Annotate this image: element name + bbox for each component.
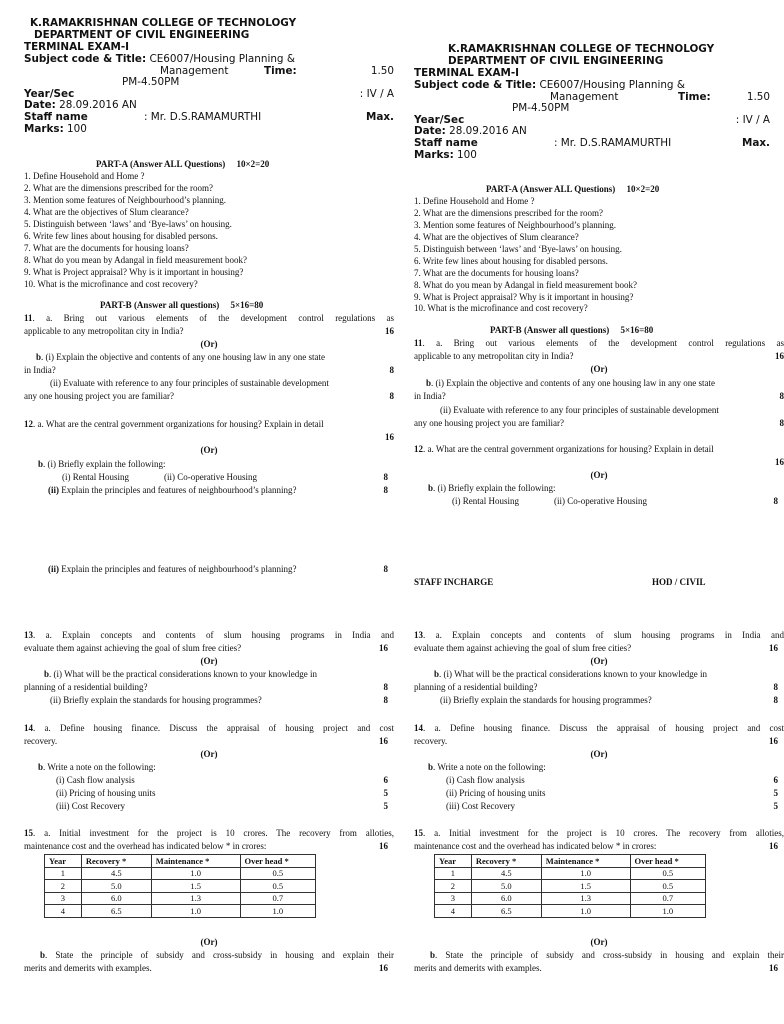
table-row [435, 880, 706, 893]
table-cell: 2 [45, 880, 82, 893]
table-cell: 0.5 [240, 880, 315, 893]
q12b-line3: (ii) Explain the principles and features of neighbourhood’s planning? 8 [48, 485, 388, 495]
table-row [435, 905, 706, 918]
part-a-q2: 2. What are the dimensions prescribed for the room? [24, 183, 214, 193]
part-a-q1: 1. Define Household and Home ? [24, 171, 145, 181]
staff-line: Staff name : Mr. D.S.RAMAMURTHI Max. [24, 111, 394, 123]
table-cell: 0.5 [630, 867, 705, 880]
q15b-line2: merits and demerits with examples. 16 [24, 963, 388, 973]
subject-line: Subject code & Title: CE6007/Housing Planning & [414, 79, 685, 91]
q11a-line1: 11. a. Bring out various elements of the development control regulations as [24, 313, 394, 323]
part-a-title: PART-A (Answer ALL Questions) 10×2=20 [96, 159, 270, 169]
college-name: K.RAMAKRISHNAN COLLEGE OF TECHNOLOGY [30, 17, 297, 29]
q12b-line3-repeat: (ii) Explain the principles and features of neighbourhood’s planning? 8 [48, 564, 388, 574]
table-row [435, 867, 706, 880]
or-divider: (Or) [590, 749, 608, 759]
table-row [45, 892, 316, 905]
table-cell: 1.0 [541, 905, 630, 918]
q14a-line1: 14. a. Define housing finance. Discuss the appraisal of housing project and cost [414, 723, 784, 733]
staff-line: Staff name : Mr. D.S.RAMAMURTHI Max. [414, 137, 770, 149]
college-name: K.RAMAKRISHNAN COLLEGE OF TECHNOLOGY [448, 43, 715, 55]
part-a-q3: 3. Mention some features of Neighbourhood’s planning. [24, 195, 226, 205]
table-header: Recovery * [471, 855, 541, 868]
part-b-title: PART-B (Answer all questions) 5×16=80 [490, 325, 654, 335]
table-cell: 6.0 [471, 892, 541, 905]
or-divider: (Or) [200, 339, 218, 349]
table-cell: 0.7 [630, 892, 705, 905]
footer-staff-incharge: STAFF INCHARGE [414, 577, 494, 587]
part-a-q5: 5. Distinguish between ‘laws’ and ‘Bye-laws’ on housing. [414, 244, 622, 254]
part-a-q1: 1. Define Household and Home ? [414, 196, 535, 206]
cost-table [44, 854, 316, 918]
table-cell: 6.5 [81, 905, 151, 918]
table-header: Over head * [240, 855, 315, 868]
q11b-line2: in India? 8 [414, 391, 784, 401]
or-divider: (Or) [590, 364, 608, 374]
or-divider: (Or) [200, 445, 218, 455]
table-cell: 1.5 [151, 880, 240, 893]
table-cell: 1.0 [240, 905, 315, 918]
part-a-q8: 8. What do you mean by Adangal in field measurement book? [414, 280, 638, 290]
q14b-item3: (iii) Cost Recovery 5 [56, 801, 388, 811]
table-cell: 6.5 [471, 905, 541, 918]
part-a-title: PART-A (Answer ALL Questions) 10×2=20 [486, 184, 660, 194]
table-header-row [435, 855, 706, 868]
exam-paper-right: K.RAMAKRISHNAN COLLEGE OF TECHNOLOGY DEPARTMENT OF CIVIL ENGINEERING TERMINAL EXAM-I Subject code & Title: CE6007/Housing Planning & Management Time: 1.50 PM-4.50PM Year/Sec : IV / A Date: 28.09.2016 AN Staff name : Mr. D.S.RAMAMURTHI Max. Marks: 100 PART-A (Answer ALL Questions) 10×2=20 1. Define Household and Home ? 2. What are the dimensions prescribed for the room? 3. Mention some features of Neighbourhood’s planning. 4. What are the objectives of Slum clearance? 5. Distinguish between ‘laws’ and ‘Bye-laws’ on housing. 6. Write few lines about housing for disabled persons. 7. What are the documents for housing loans? 8. What do you mean by Adangal in field measurement book? 9. What is Project appraisal? Why is it important in housing? 10. What is the microfinance and cost recovery? PART-B (Answer all questions) 5×16=80 11. a. Bring out various elements of the development control regulations as applicable to any metropolitan city in India? 16 (Or) b. (i) Explain the objective and contents of any one housing law in any one state in India? 8 (ii) Evaluate with reference to any four principles of sustainable development any one housing project you are familiar? 8 12. a. What are the central government organizations for housing? Explain in detail 16 (Or) b. (i) Briefly explain the following: (i) Rental Housing (ii) Co-operative Housing 8 STAFF INCHARGE HOD / CIVIL 13. a. Explain concepts and contents of slum housing programs in India and evaluate them against achieving the goal of slum free cities? 16 (Or) b. (i) What will be the practical considerations known to your knowledge in planning of a residential building? 8 (ii) Briefly explain the standards for housing programmes? 8 14. a. Define housing finance. Discuss the appraisal of housing project and cost recovery. 16 (Or) b. Write a note on the following: (i) Cash flow analysis 6 (ii) Pricing of housing units 5 (iii) Cost Recovery 5 15. a. Initial investment for the project is 10 crores. The recovery from alloties, maintenance cost and the overhead has indicated below * in crores: 16 Year Recovery * Maintenance * Over head * 1 4.5 1.0 0.5 2 5.0 1.5 0.5 3 6.0 1.3 0.7 4 6.5 1.0 1.0 (Or) b. State the principle of subsidy and cross-subsidy in housing and explain their merits and demerits with examples. 16 [414, 43, 784, 973]
q14b-item1: (i) Cash flow analysis 6 [56, 775, 388, 785]
table-row [45, 905, 316, 918]
q13b-line1: b. (i) What will be the practical considerations known to your knowledge in [434, 669, 708, 679]
subject-cont: Management Time: 1.50 [550, 91, 770, 103]
part-a-q3: 3. Mention some features of Neighbourhood’s planning. [414, 220, 616, 230]
marks-line: Marks: 100 [24, 123, 87, 135]
q14b-item2: (ii) Pricing of housing units 5 [446, 788, 778, 798]
q12a-line1: 12. a. What are the central government organizations for housing? Explain in detail [24, 419, 324, 429]
q12b-line1: b. (i) Briefly explain the following: [38, 459, 166, 469]
q13a-line1: 13. a. Explain concepts and contents of slum housing programs in India and [414, 630, 784, 640]
part-a-q4: 4. What are the objectives of Slum clearance? [414, 232, 579, 242]
q13b-line2: planning of a residential building? 8 [24, 682, 388, 692]
q13a-line2: evaluate them against achieving the goal of slum free cities? 16 [24, 643, 388, 653]
part-a-q5: 5. Distinguish between ‘laws’ and ‘Bye-laws’ on housing. [24, 219, 232, 229]
exam-paper-left: K.RAMAKRISHNAN COLLEGE OF TECHNOLOGY DEPARTMENT OF CIVIL ENGINEERING TERMINAL EXAM-I Subject code & Title: CE6007/Housing Planning & Management Time: 1.50 PM-4.50PM Year/Sec : IV / A Date: 28.09.2016 AN Staff name : Mr. D.S.RAMAMURTHI Max. Marks: 100 PART-A (Answer ALL Questions) 10×2=20 1. Define Household and Home ? 2. What are the dimensions prescribed for the room? 3. Mention some features of Neighbourhood’s planning. 4. What are the objectives of Slum clearance? 5. Distinguish between ‘laws’ and ‘Bye-laws’ on housing. 6. Write few lines about housing for disabled persons. 7. What are the documents for housing loans? 8. What do you mean by Adangal in field measurement book? 9. What is Project appraisal? Why is it important in housing? 10. What is the microfinance and cost recovery? PART-B (Answer all questions) 5×16=80 11. a. Bring out various elements of the development control regulations as applicable to any metropolitan city in India? 16 (Or) b. (i) Explain the objective and contents of any one housing law in any one state in India? 8 (ii) Evaluate with reference to any four principles of sustainable development any one housing project you are familiar? 8 12. a. What are the central government organizations for housing? Explain in detail 16 (Or) b. (i) Briefly explain the following: (i) Rental Housing (ii) Co-operative Housing 8 (ii) Explain the principles and features of neighbourhood’s planning? 8 (ii) Explain the principles and features of neighbourhood’s planning? 8 13. a. Explain concepts and contents of slum housing programs in India and evaluate them against achieving the goal of slum free cities? 16 (Or) b. (i) What will be the practical considerations known to your knowledge in planning of a residential building? 8 (ii) Briefly explain the standards for housing programmes? 8 14. a. Define housing finance. Discuss the appraisal of housing project and cost recovery. 16 (Or) b. Write a note on the following: (i) Cash flow analysis 6 (ii) Pricing of housing units 5 (iii) Cost Recovery 5 15. a. Initial investment for the project is 10 crores. The recovery from alloties, maintenance cost and the overhead has indicated below * in crores: 16 Year Recovery * Maintenance * Over head * 1 4.5 1.0 0.5 2 5.0 1.5 0.5 3 6.0 1.3 0.7 4 6.5 1.0 1.0 (Or) b. State the principle of subsidy and cross-subsidy in housing and explain their merits and demerits with examples. 16 [24, 17, 394, 973]
table-cell: 1.0 [151, 905, 240, 918]
q11b-line3: (ii) Evaluate with reference to any four principles of sustainable development [440, 405, 719, 415]
q12b-line1: b. (i) Briefly explain the following: [428, 483, 556, 493]
table-row [435, 892, 706, 905]
table-cell: 1 [435, 867, 472, 880]
date-line: Date: 28.09.2016 AN [24, 99, 137, 111]
part-a-q8: 8. What do you mean by Adangal in field measurement book? [24, 255, 248, 265]
time-cont: PM-4.50PM [512, 102, 570, 114]
table-header: Year [435, 855, 472, 868]
q15b-line1: b. State the principle of subsidy and cross-subsidy in housing and explain their [430, 950, 784, 960]
exam-title: TERMINAL EXAM-I [414, 67, 520, 79]
table-cell: 0.5 [630, 880, 705, 893]
q13b-line2: planning of a residential building? 8 [414, 682, 778, 692]
table-cell: 1.0 [630, 905, 705, 918]
q13b-line3: (ii) Briefly explain the standards for housing programmes? 8 [50, 695, 388, 705]
table-header: Year [45, 855, 82, 868]
table-header: Recovery * [81, 855, 151, 868]
q14b-item1: (i) Cash flow analysis 6 [446, 775, 778, 785]
q11b-line2: in India? 8 [24, 365, 394, 375]
table-header: Over head * [630, 855, 705, 868]
table-cell: 6.0 [81, 892, 151, 905]
table-row [45, 867, 316, 880]
or-divider: (Or) [590, 937, 608, 947]
part-a-q7: 7. What are the documents for housing loans? [414, 268, 579, 278]
table-cell: 1 [45, 867, 82, 880]
table-header: Maintenance * [541, 855, 630, 868]
table-cell: 4 [435, 905, 472, 918]
table-cell: 3 [435, 892, 472, 905]
part-a-q9: 9. What is Project appraisal? Why is it important in housing? [414, 292, 634, 302]
part-a-q7: 7. What are the documents for housing loans? [24, 243, 189, 253]
q14b-item3: (iii) Cost Recovery 5 [446, 801, 778, 811]
q11b-line1: b. (i) Explain the objective and contents of any one housing law in any one state [426, 378, 715, 388]
q12a-line1: 12. a. What are the central government organizations for housing? Explain in detail [414, 444, 714, 454]
or-divider: (Or) [590, 470, 608, 480]
part-a-q6: 6. Write few lines about housing for disabled persons. [24, 231, 218, 241]
year-line: Year/Sec : IV / A [24, 88, 394, 100]
table-cell: 1.0 [151, 867, 240, 880]
table-cell: 0.5 [240, 867, 315, 880]
table-header-row [45, 855, 316, 868]
part-a-q10: 10. What is the microfinance and cost recovery? [414, 303, 588, 313]
part-a-q4: 4. What are the objectives of Slum clearance? [24, 207, 189, 217]
q14b-item2: (ii) Pricing of housing units 5 [56, 788, 388, 798]
q11b-line4: any one housing project you are familiar? 8 [414, 418, 784, 428]
q15b-line1: b. State the principle of subsidy and cross-subsidy in housing and explain their [40, 950, 394, 960]
q13b-line3: (ii) Briefly explain the standards for housing programmes? 8 [440, 695, 778, 705]
q13a-line1: 13. a. Explain concepts and contents of slum housing programs in India and [24, 630, 394, 640]
q15a-line1: 15. a. Initial investment for the project is 10 crores. The recovery from alloties, [414, 828, 784, 838]
q11a-line1: 11. a. Bring out various elements of the development control regulations as [414, 338, 784, 348]
footer-hod: HOD / CIVIL [652, 577, 706, 587]
q14a-line1: 14. a. Define housing finance. Discuss the appraisal of housing project and cost [24, 723, 394, 733]
subject-line: Subject code & Title: CE6007/Housing Planning & [24, 53, 295, 65]
table-cell: 1.3 [541, 892, 630, 905]
q13a-line2: evaluate them against achieving the goal of slum free cities? 16 [414, 643, 778, 653]
table-cell: 4 [45, 905, 82, 918]
department-name: DEPARTMENT OF CIVIL ENGINEERING [448, 55, 664, 67]
table-cell: 4.5 [81, 867, 151, 880]
table-cell: 0.7 [240, 892, 315, 905]
q14a-line2: recovery. 16 [24, 736, 388, 746]
q14b-line1: b. Write a note on the following: [38, 762, 156, 772]
exam-title: TERMINAL EXAM-I [24, 41, 130, 53]
year-line: Year/Sec : IV / A [414, 114, 770, 126]
table-cell: 2 [435, 880, 472, 893]
q11b-line1: b. (i) Explain the objective and contents of any one housing law in any one state [36, 352, 325, 362]
q15a-line1: 15. a. Initial investment for the project is 10 crores. The recovery from alloties, [24, 828, 394, 838]
table-cell: 1.5 [541, 880, 630, 893]
time-cont: PM-4.50PM [122, 76, 180, 88]
marks-line: Marks: 100 [414, 149, 477, 161]
q14b-line1: b. Write a note on the following: [428, 762, 546, 772]
q11b-line4: any one housing project you are familiar? 8 [24, 391, 394, 401]
or-divider: (Or) [200, 937, 218, 947]
part-b-title: PART-B (Answer all questions) 5×16=80 [100, 300, 264, 310]
table-cell: 4.5 [471, 867, 541, 880]
part-a-q6: 6. Write few lines about housing for disabled persons. [414, 256, 608, 266]
table-cell: 3 [45, 892, 82, 905]
cost-table [434, 854, 706, 918]
part-a-q2: 2. What are the dimensions prescribed for the room? [414, 208, 604, 218]
q15b-line2: merits and demerits with examples. 16 [414, 963, 778, 973]
table-row [45, 880, 316, 893]
date-line: Date: 28.09.2016 AN [414, 125, 527, 137]
q11b-line3: (ii) Evaluate with reference to any four principles of sustainable development [50, 378, 329, 388]
table-cell: 1.0 [541, 867, 630, 880]
q11a-line2: applicable to any metropolitan city in India? 16 [24, 326, 394, 336]
q15a-line2: maintenance cost and the overhead has indicated below * in crores: 16 [24, 841, 388, 851]
table-cell: 1.3 [151, 892, 240, 905]
table-cell: 5.0 [81, 880, 151, 893]
subject-cont: Management Time: 1.50 [160, 65, 394, 77]
part-a-q9: 9. What is Project appraisal? Why is it important in housing? [24, 267, 244, 277]
part-a-q10: 10. What is the microfinance and cost recovery? [24, 279, 198, 289]
q13b-line1: b. (i) What will be the practical considerations known to your knowledge in [44, 669, 318, 679]
or-divider: (Or) [590, 656, 608, 666]
department-name: DEPARTMENT OF CIVIL ENGINEERING [34, 29, 250, 41]
q11a-line2: applicable to any metropolitan city in India? 16 [414, 351, 784, 361]
q15a-line2: maintenance cost and the overhead has indicated below * in crores: 16 [414, 841, 778, 851]
q14a-line2: recovery. 16 [414, 736, 778, 746]
or-divider: (Or) [200, 749, 218, 759]
or-divider: (Or) [200, 656, 218, 666]
table-header: Maintenance * [151, 855, 240, 868]
table-cell: 5.0 [471, 880, 541, 893]
